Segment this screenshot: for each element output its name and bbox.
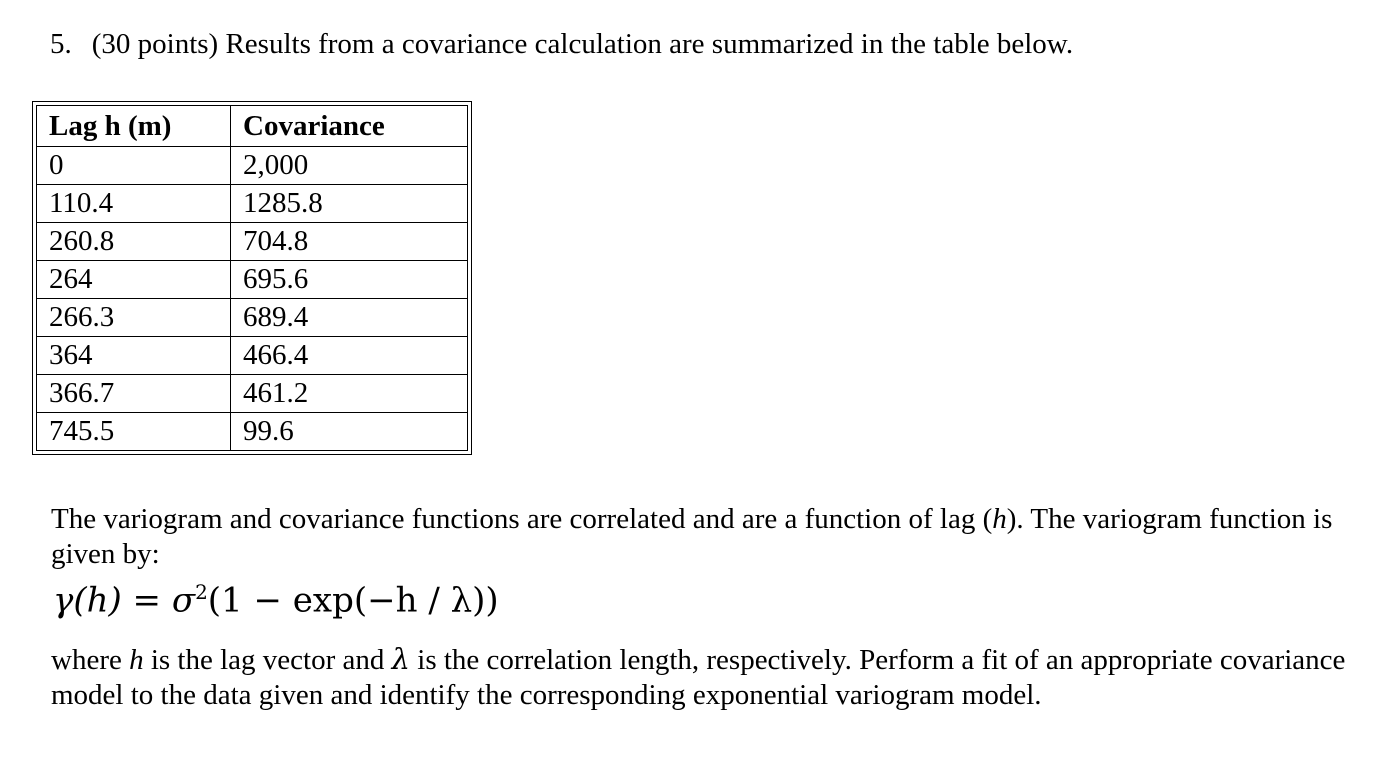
cell-covariance: 695.6	[231, 261, 468, 299]
table-row	[37, 413, 468, 451]
instructions-paragraph	[51, 642, 1351, 713]
covariance-table-grid	[36, 105, 468, 451]
table-row	[37, 147, 468, 185]
table-row	[37, 375, 468, 413]
cell-lag: 364	[37, 337, 231, 375]
question-text: (30 points) Results from a covariance calculation are summarized in the table below.	[91, 28, 1074, 60]
cell-covariance: 461.2	[231, 375, 468, 413]
paragraph2-part3: is the correlation length, respectively. Perform a fit of an appropriate covariance model to the data given and identify the corresponding exponential variogram model.	[51, 644, 1346, 711]
cell-lag: 0	[37, 147, 231, 185]
paragraph1-before: The variogram and covariance functions are correlated and are a function of lag (	[51, 503, 993, 535]
question-number: 5.	[50, 28, 72, 60]
cell-covariance: 1285.8	[231, 185, 468, 223]
cell-lag: 266.3	[37, 299, 231, 337]
cell-lag: 745.5	[37, 413, 231, 451]
paragraph2-var-lambda: λ	[391, 642, 411, 676]
table-row	[37, 223, 468, 261]
variogram-intro-paragraph	[51, 502, 1351, 572]
cell-lag: 366.7	[37, 375, 231, 413]
table-header-row	[37, 106, 468, 147]
header-lag: Lag h (m)	[37, 106, 231, 147]
cell-covariance: 466.4	[231, 337, 468, 375]
cell-lag: 264	[37, 261, 231, 299]
variogram-formula	[53, 580, 499, 620]
question-heading	[50, 28, 1073, 61]
cell-covariance: 99.6	[231, 413, 468, 451]
paragraph1-var-h: h	[992, 503, 1007, 535]
table-row	[37, 261, 468, 299]
paragraph2-part1: where	[51, 644, 130, 676]
formula-rhs: (1 − exp(−h / λ))	[207, 580, 499, 621]
formula-exponent: 2	[195, 580, 208, 604]
table-row	[37, 299, 468, 337]
cell-covariance: 689.4	[231, 299, 468, 337]
header-covariance: Covariance	[231, 106, 468, 147]
formula-lhs: γ(h) = σ	[53, 580, 196, 621]
covariance-table	[32, 101, 472, 455]
paragraph1-after: ). The variogram function is given by:	[51, 503, 1333, 570]
table-row	[37, 337, 468, 375]
cell-lag: 260.8	[37, 223, 231, 261]
cell-covariance: 704.8	[231, 223, 468, 261]
paragraph2-part2: is the lag vector and	[143, 644, 392, 676]
paragraph2-var-h: h	[129, 644, 144, 676]
cell-covariance: 2,000	[231, 147, 468, 185]
table-row	[37, 185, 468, 223]
cell-lag: 110.4	[37, 185, 231, 223]
